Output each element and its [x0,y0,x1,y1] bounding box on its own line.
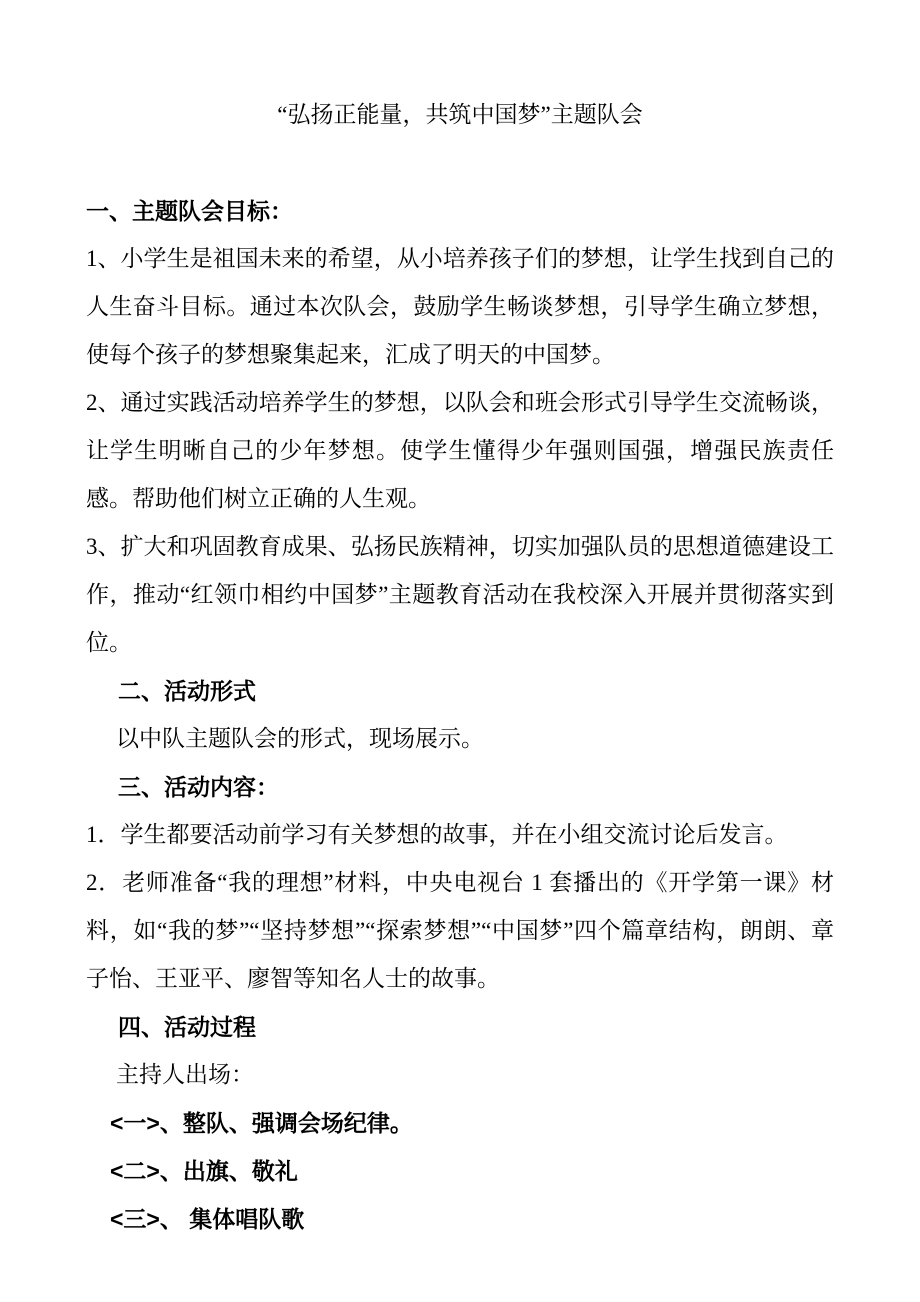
form-paragraph: 以中队主题队会的形式，现场展示。 [116,726,484,751]
section-heading-form: 二、活动形式 [118,678,256,704]
goals-paragraph-2: 2、通过实践活动培养学生的梦想，以队会和班会形式引导学生交流畅谈，让学生明晰自己的少年梦想。使学生懂得少年强则国强，增强民族责任感。帮助他们树立正确的人生观。 [86,390,834,511]
goals-paragraph-3: 3、扩大和巩固教育成果、弘扬民族精神，切实加强队员的思想道德建设工作，推动“红领巾相约中国梦”主题教育活动在我校深入开展并贯彻落实到位。 [86,534,834,655]
process-step-1: <一>、整队、强调会场纪律。 [110,1110,413,1136]
process-step-2: <二>、出旗、敬礼 [110,1158,298,1184]
section-heading-content: 三、活动内容： [118,774,279,800]
goals-paragraph-1: 1、小学生是祖国未来的希望，从小培养孩子们的梦想，让学生找到自己的人生奋斗目标。通过本次队会，鼓励学生畅谈梦想，引导学生确立梦想，使每个孩子的梦想聚集起来，汇成了明天的中国梦。 [86,246,834,367]
process-intro: 主持人出场： [116,1062,254,1087]
section-heading-goals: 一、主题队会目标： [86,198,293,224]
content-item-2: 2．老师准备“我的理想”材料，中央电视台 1 套播出的《开学第一课》材料，如“我的梦”“坚持梦想”“探索梦想”“中国梦”四个篇章结构，朗朗、章子怡、王亚平、廖智等知名人士的故事。 [86,870,834,991]
document-title: “弘扬正能量，共筑中国梦”主题队会 [277,102,643,127]
content-item-1: 1．学生都要活动前学习有关梦想的故事，并在小组交流讨论后发言。 [86,822,788,847]
section-heading-process: 四、活动过程 [118,1014,256,1040]
process-step-3: <三>、 集体唱队歌 [110,1206,305,1232]
